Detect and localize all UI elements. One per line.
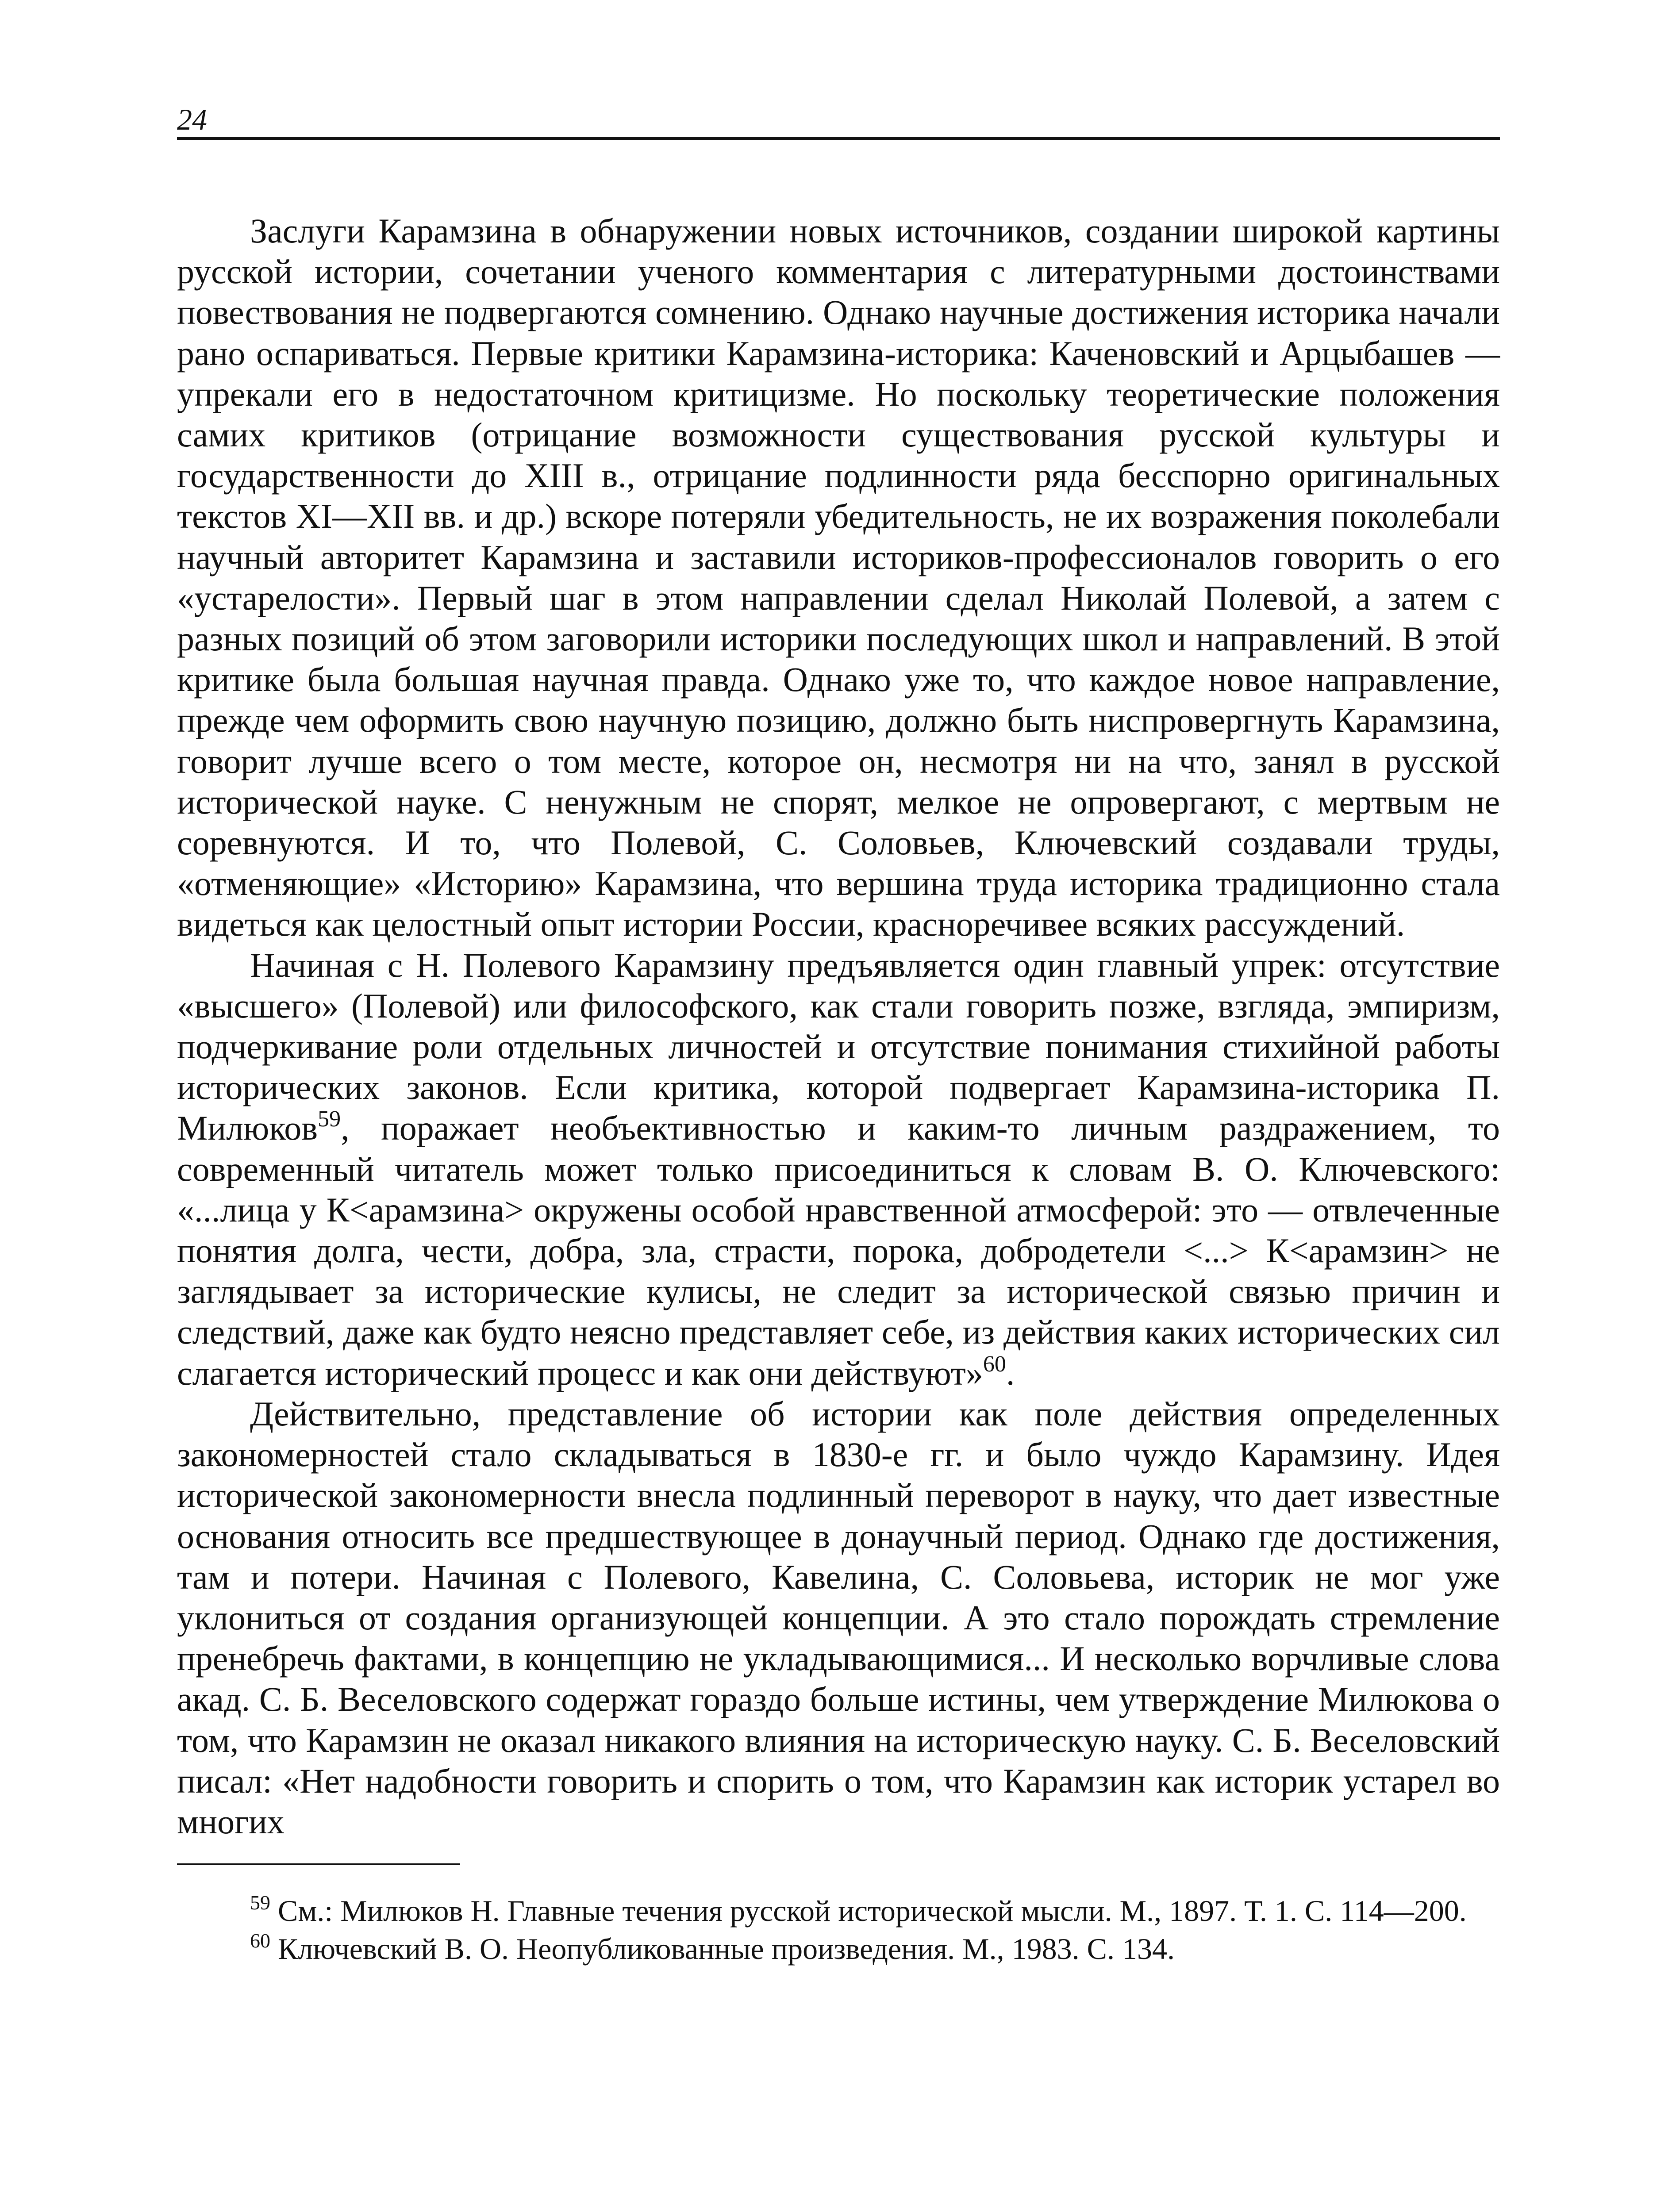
page-header [177, 102, 1500, 140]
paragraph-text: , поражает необъективностью и каким-то личным раздражением, то современный читатель может только присоединиться к словам В. О. Ключевского: «...лица у К<арамзина> окружены особой нравственной атмосферой: это — отвлеченные понятия долга, чести, добра, зла, страсти, порока, добродетели <...> К<арамзин> не заглядывает за исторические кулисы, не следит за исторической связью причин и следствий, даже как будто неясно представляет себе, из действия каких исторических сил слагается исторический процесс и как они действуют» [177, 1109, 1500, 1392]
paragraph-text: Начиная с Н. Полевого Карамзину предъявляется один главный упрек: отсутствие «высшего» (Полевой) или философского, как стали говорить позже, взгляда, эмпиризм, подчеркивание роли отдельных личностей и отсутствие понимания стихийной работы исторических законов. Если критика, которой подвергает Карамзина-историка П. Милюков [177, 945, 1500, 1148]
footnote-ref-59[interactable]: 59 [318, 1106, 341, 1132]
footnote-text: Ключевский В. О. Неопубликованные произведения. М., 1983. С. 134. [270, 1932, 1175, 1966]
paragraph-text: Действительно, представление об истории как поле действия определенных закономерностей стало складываться в 1830-е гг. и было чуждо Карамзину. Идея исторической закономерности внесла подлинный переворот в науку, что дает известные основания относить все предшествующее в донаучный период. Однако где достижения, там и потери. Начиная с Полевого, Кавелина, С. Соловьева, историк не мог уже уклониться от создания организующей концепции. А это стало порождать стремление пренебречь фактами, в концепцию не укладывающимися... И несколько ворчливые слова акад. С. Б. Веселовского содержат гораздо больше истины, чем утверждение Милюкова о том, что Карамзин не оказал никакого влияния на историческую науку. С. Б. Веселовский писал: «Нет надобности говорить и спорить о том, что Карамзин как историк устарел во многих [177, 1394, 1500, 1841]
footnote-text: См.: Милюков Н. Главные течения русской исторической мысли. М., 1897. Т. 1. С. 114—200. [270, 1894, 1467, 1928]
footnote-divider [177, 1863, 460, 1865]
page-number: 24 [177, 103, 207, 136]
paragraph-3 [177, 1394, 1500, 1842]
paragraph-text: Заслуги Карамзина в обнаружении новых источников, создании широкой картины русской истории, сочетании ученого комментария с литературными достоинствами повествования не подвергаются сомнению. Однако научные достижения историка начали рано оспариваться. Первые критики Карамзина-историка: Каченовский и Арцыбашев — упрекали его в недостаточном критицизме. Но поскольку теоретические положения самих критиков (отрицание возможности существования русской культуры и государственности до XIII в., отрицание подлинности ряда бесспорно оригинальных текстов XI—XII вв. и др.) вскоре потеряли убедительность, не их возражения поколебали научный авторитет Карамзина и заставили историков-профессионалов говорить о его «устарелости». Первый шаг в этом направлении сделал Николай Полевой, а затем с разных позиций об этом заговорили историки последующих школ и направлений. В этой критике была большая научная правда. Однако уже то, что каждое новое направление, прежде чем оформить свою научную позицию, должно быть ниспровергнуть Карамзина, говорит лучше всего о том месте, которое он, несмотря ни на что, занял в русской исторической науке. С ненужным не спорят, мелкое не опровергают, с мертвым не соревнуются. И то, что Полевой, С. Соловьев, Ключевский создавали труды, «отменяющие» «Историю» Карамзина, что вершина труда историка традиционно стала видеться как целостный опыт истории России, красноречивее всяких рассуждений. [177, 211, 1500, 944]
book-page [177, 102, 1500, 1968]
footnote-marker: 60 [250, 1929, 270, 1952]
footnotes [177, 1892, 1500, 1968]
footnote-marker: 59 [250, 1891, 270, 1914]
footnote-59 [177, 1892, 1500, 1930]
paragraph-text: . [1006, 1353, 1015, 1392]
paragraph-1 [177, 211, 1500, 945]
footnote-60 [177, 1930, 1500, 1968]
body-text [177, 211, 1500, 1842]
footnote-ref-60[interactable]: 60 [983, 1351, 1006, 1377]
paragraph-2 [177, 945, 1500, 1394]
